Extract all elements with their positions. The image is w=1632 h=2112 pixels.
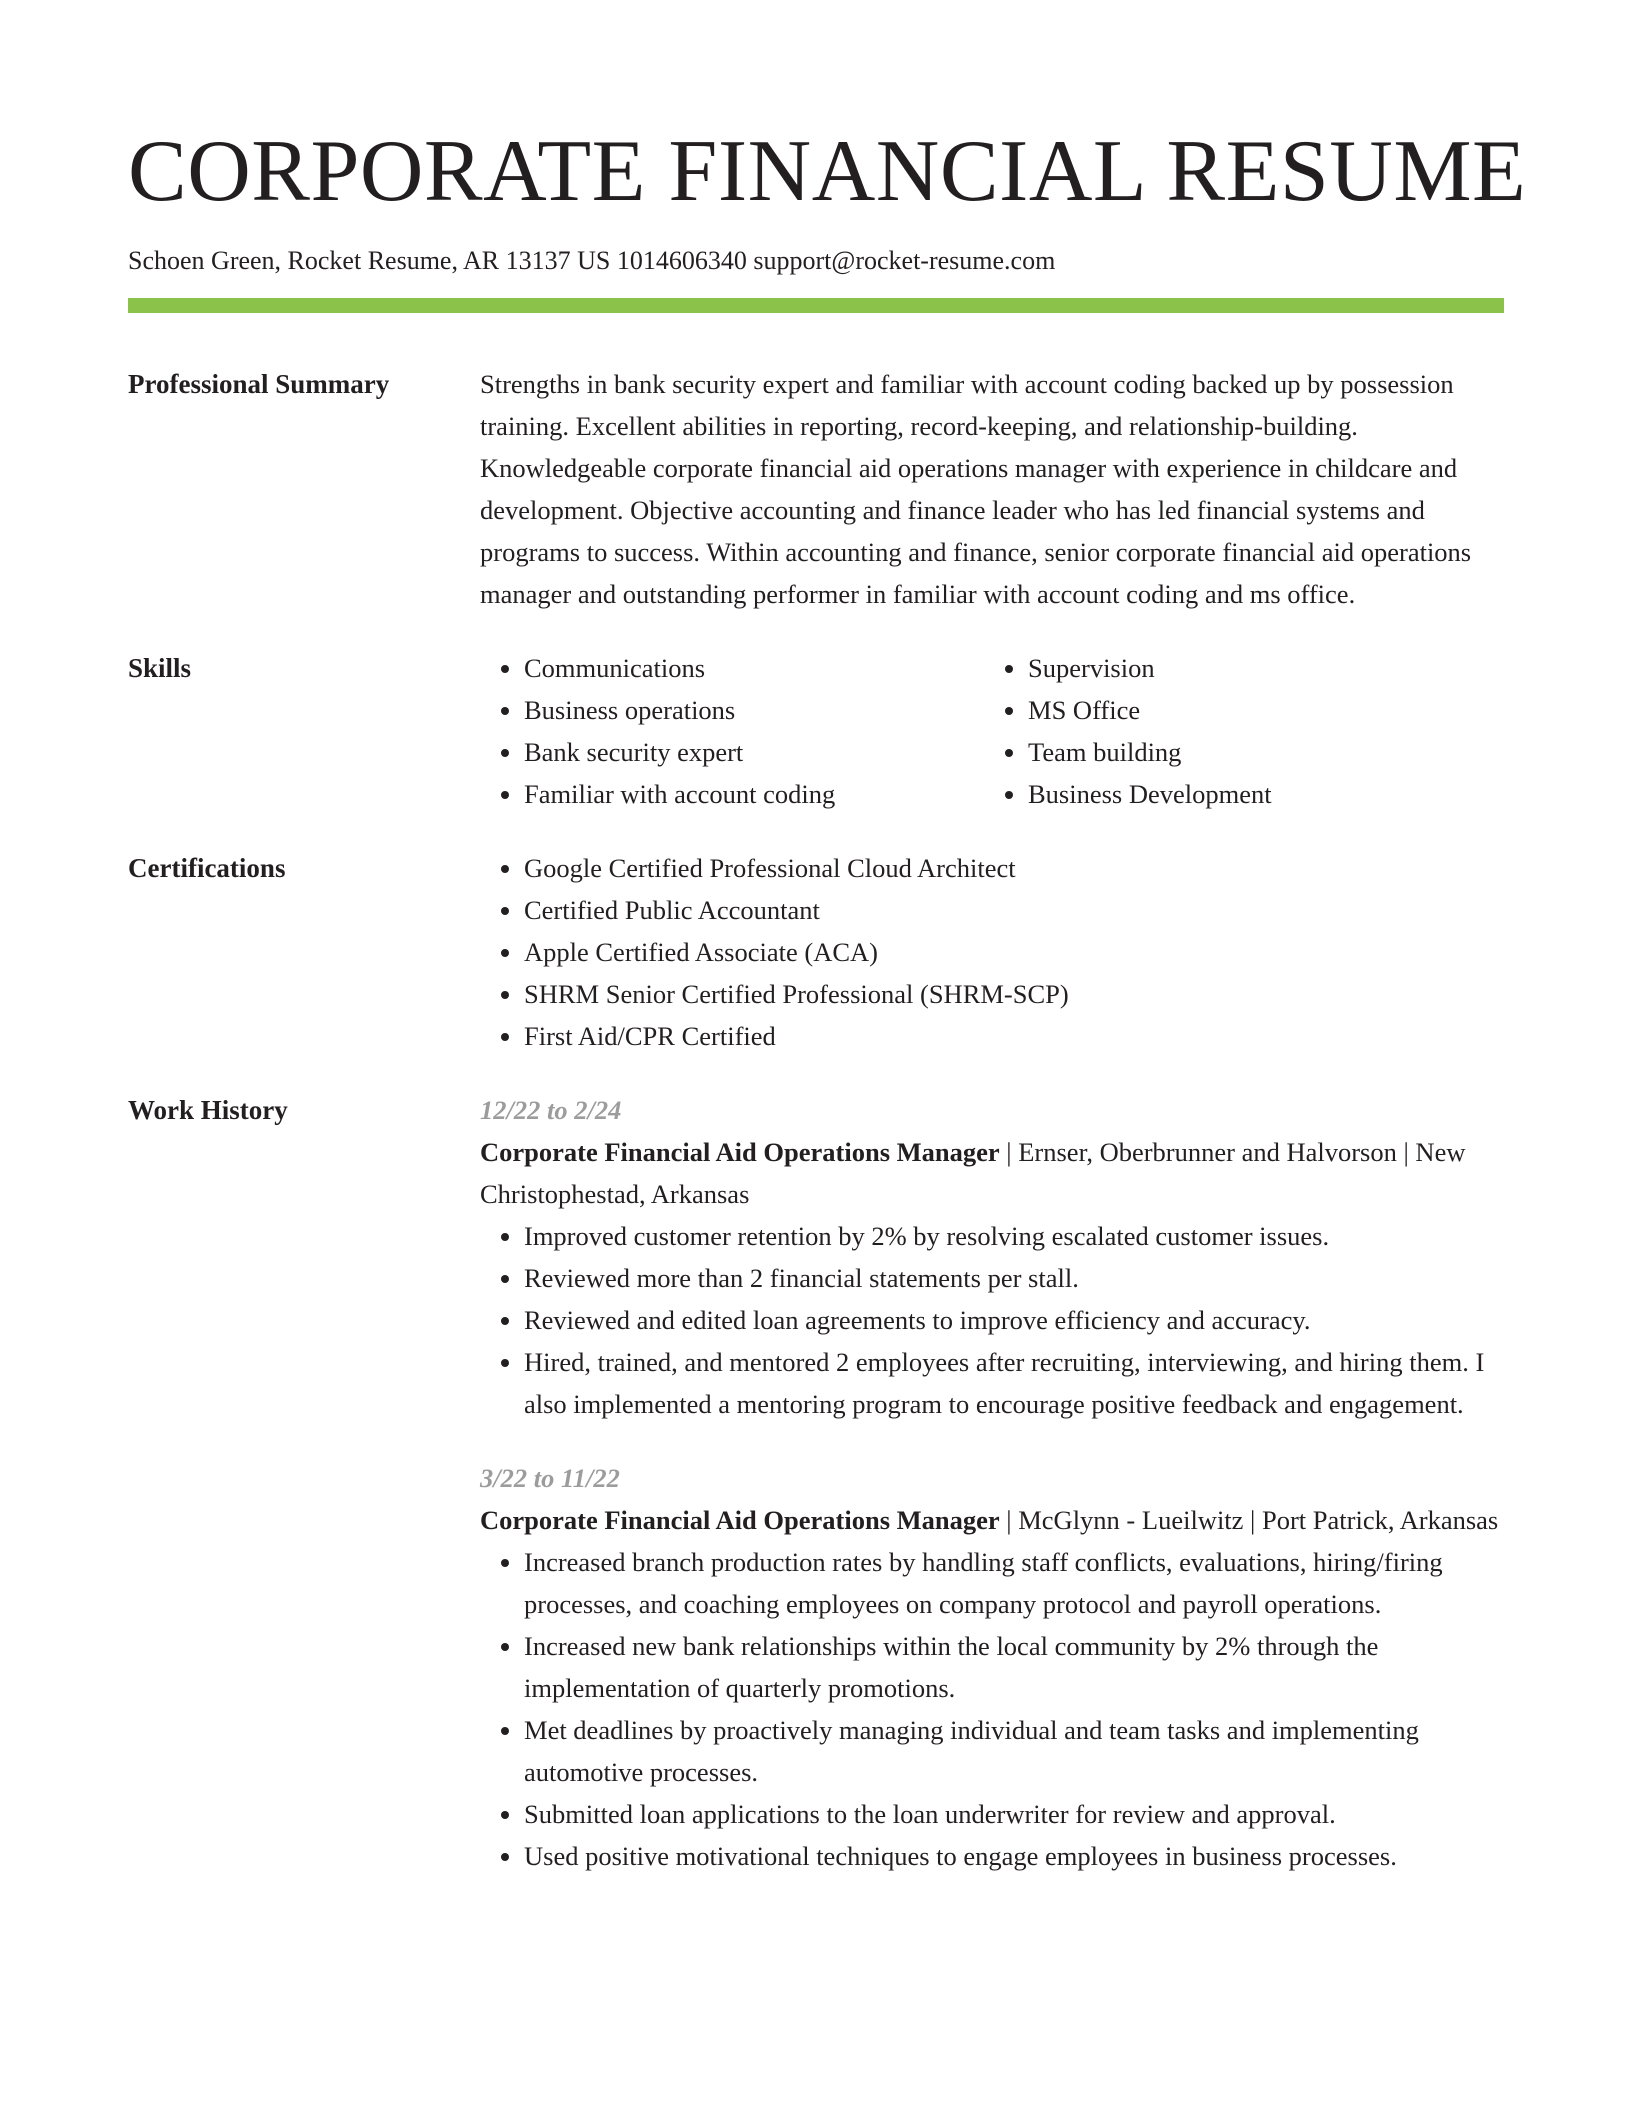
certification-item: • Google Certified Professional Cloud Architect	[524, 847, 1504, 889]
certification-item: • First Aid/CPR Certified	[524, 1015, 1504, 1057]
skills-list-left	[480, 647, 984, 815]
job-duty-item: • Hired, trained, and mentored 2 employees after recruiting, interviewing, and hiring them. I also implemented a mentoring program to encourage positive feedback and engagement.	[524, 1341, 1504, 1425]
work-history-heading: Work History	[128, 1095, 288, 1125]
certification-item: • Apple Certified Associate (ACA)	[524, 931, 1504, 973]
job-heading	[480, 1499, 1504, 1541]
certifications-section	[128, 847, 1504, 1057]
job-dates: 3/22 to 11/22	[480, 1463, 620, 1493]
job-title: Corporate Financial Aid Operations Manager	[480, 1137, 1000, 1167]
skills-column-right	[984, 647, 1488, 815]
skills-body	[480, 647, 1504, 815]
job-duty-item: • Submitted loan applications to the loan underwriter for review and approval.	[524, 1793, 1504, 1835]
skills-list-right	[984, 647, 1488, 815]
job-duty-item: • Increased new bank relationships within the local community by 2% through the implementation of quarterly promotions.	[524, 1625, 1504, 1709]
summary-section	[128, 363, 1504, 615]
job-duty-item: • Used positive motivational techniques to engage employees in business processes.	[524, 1835, 1504, 1877]
contact-line: Schoen Green, Rocket Resume, AR 13137 US 1014606340 support@rocket-resume.com	[128, 246, 1056, 275]
skill-item: • Business operations	[524, 689, 984, 731]
certification-item: • SHRM Senior Certified Professional (SHRM-SCP)	[524, 973, 1504, 1015]
resume-title: CORPORATE FINANCIAL RESUME	[128, 123, 1527, 220]
certifications-heading: Certifications	[128, 853, 286, 883]
job-duties-list	[480, 1541, 1504, 1877]
skills-section	[128, 647, 1504, 815]
summary-heading: Professional Summary	[128, 369, 390, 399]
job-title: Corporate Financial Aid Operations Manager	[480, 1505, 1000, 1535]
summary-text: Strengths in bank security expert and familiar with account coding backed up by possession training. Excellent abilities in reporting, record-keeping, and relationship-building. Knowledgeable corporate financial aid operations manager with experience in childcare and development. Objective accounting and finance leader who has led financial systems and programs to success. Within accounting and finance, senior corporate financial aid operations manager and outstanding performer in familiar with account coding and ms office.	[480, 369, 1472, 609]
job-duty-item: • Met deadlines by proactively managing individual and team tasks and implementing automotive processes.	[524, 1709, 1504, 1793]
job-duty-item: • Reviewed more than 2 financial statements per stall.	[524, 1257, 1504, 1299]
work-history-section	[128, 1089, 1504, 1909]
job-employer-location: | Ernser, Oberbrunner and Halvorson | New Christophestad, Arkansas	[480, 1137, 1466, 1209]
skills-grid	[480, 647, 1504, 815]
job-entry	[480, 1089, 1504, 1425]
accent-divider	[128, 298, 1504, 313]
skill-item: • MS Office	[1028, 689, 1488, 731]
certification-item: • Certified Public Accountant	[524, 889, 1504, 931]
skill-item: • Business Development	[1028, 773, 1488, 815]
skill-item: • Bank security expert	[524, 731, 984, 773]
summary-body	[480, 363, 1504, 615]
work-history-body	[480, 1089, 1504, 1909]
resume-page	[128, 0, 1527, 1909]
certifications-body	[480, 847, 1504, 1057]
job-heading	[480, 1131, 1504, 1215]
job-duty-item: • Improved customer retention by 2% by resolving escalated customer issues.	[524, 1215, 1504, 1257]
job-employer-location: | McGlynn - Lueilwitz | Port Patrick, Arkansas	[999, 1505, 1499, 1535]
certifications-list	[480, 847, 1504, 1057]
skill-item: • Familiar with account coding	[524, 773, 984, 815]
job-duty-item: • Reviewed and edited loan agreements to improve efficiency and accuracy.	[524, 1299, 1504, 1341]
skill-item: • Supervision	[1028, 647, 1488, 689]
skill-item: • Communications	[524, 647, 984, 689]
skills-column-left	[480, 647, 984, 815]
job-dates: 12/22 to 2/24	[480, 1095, 622, 1125]
job-duty-item: • Increased branch production rates by handling staff conflicts, evaluations, hiring/firing processes, and coaching employees on company protocol and payroll operations.	[524, 1541, 1504, 1625]
skills-heading: Skills	[128, 653, 192, 683]
job-entry	[480, 1457, 1504, 1877]
job-duties-list	[480, 1215, 1504, 1425]
skill-item: • Team building	[1028, 731, 1488, 773]
